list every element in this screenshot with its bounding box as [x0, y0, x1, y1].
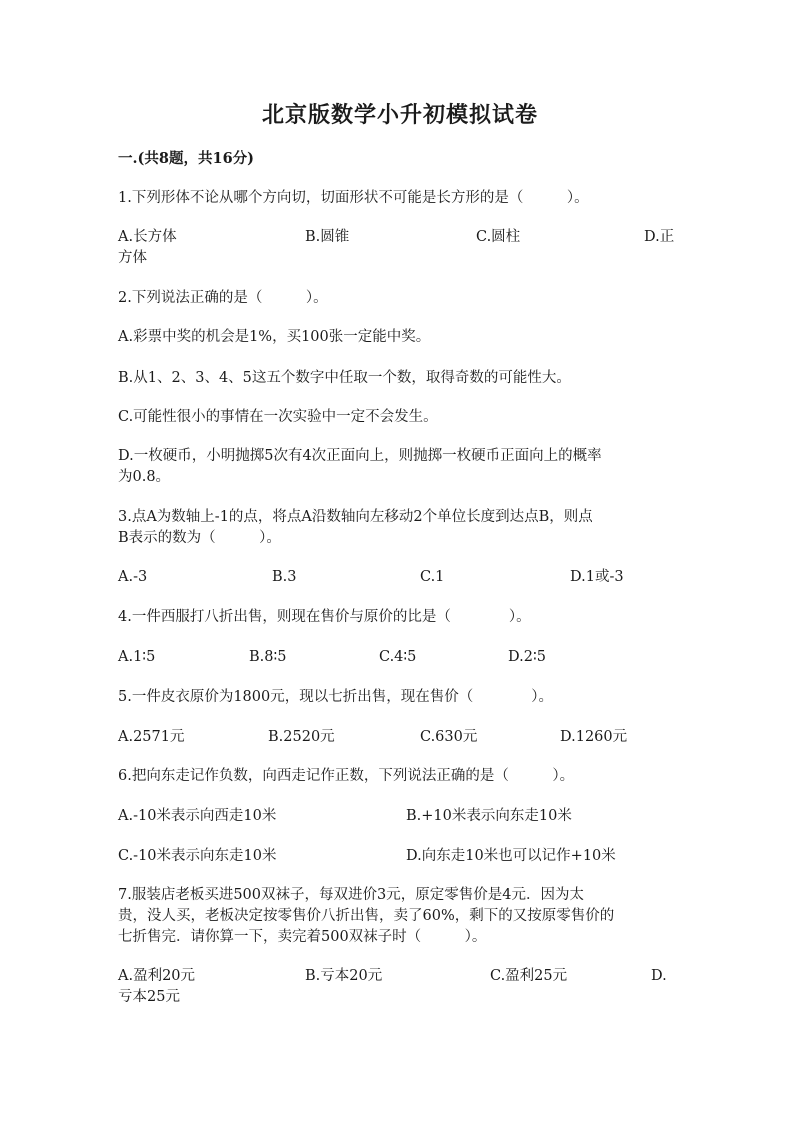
section-heading: 一.(共8题，共16分)	[118, 150, 255, 167]
question-3-stem-continued: B表示的数为（ ）。	[118, 530, 281, 546]
q6-option-d: D.向东走10米也可以记作+10米	[406, 848, 616, 864]
q5-option-b: B.2520元	[268, 729, 335, 745]
q4-option-c: C.4∶5	[379, 649, 417, 665]
q3-option-c: C.1	[420, 569, 445, 585]
q2-option-b: B.从1、2、3、4、5这五个数字中任取一个数，取得奇数的可能性大。	[118, 370, 571, 386]
question-6-stem: 6.把向东走记作负数，向西走记作正数，下列说法正确的是（ ）。	[118, 768, 575, 784]
q5-option-a: A.2571元	[118, 729, 185, 745]
q4-option-a: A.1∶5	[118, 649, 156, 665]
question-7-stem-line3: 七折售完．请你算一下，卖完着500双袜子时（ ）。	[118, 929, 487, 945]
q3-option-b: B.3	[272, 569, 297, 585]
q1-option-d: D.正	[644, 229, 675, 245]
q7-option-a: A.盈利20元	[118, 968, 196, 984]
q7-option-b: B.亏本20元	[305, 968, 383, 984]
q5-option-d: D.1260元	[560, 729, 628, 745]
q4-option-d: D.2∶5	[508, 649, 546, 665]
q2-option-c: C.可能性很小的事情在一次实验中一定不会发生。	[118, 409, 438, 425]
q6-option-c: C.-10米表示向东走10米	[118, 848, 277, 864]
q6-option-b: B.+10米表示向东走10米	[406, 808, 572, 824]
q7-option-d: D.	[651, 968, 667, 984]
question-2-stem: 2.下列说法正确的是（ ）。	[118, 290, 328, 306]
question-7-stem-line2: 贵，没人买，老板决定按零售价八折出售，卖了60%，剩下的又按原零售价的	[118, 908, 615, 924]
q2-option-d-continued: 为0.8。	[118, 469, 171, 485]
question-5-stem: 5.一件皮衣原价为1800元，现以七折出售，现在售价（ ）。	[118, 689, 553, 705]
q2-option-d: D.一枚硬币，小明抛掷5次有4次正面向上，则抛掷一枚硬币正面向上的概率	[118, 448, 602, 464]
q2-option-a: A.彩票中奖的机会是1%，买100张一定能中奖。	[118, 329, 431, 345]
question-7-stem: 7.服装店老板买进500双袜子，每双进价3元，原定零售价是4元．因为太	[118, 887, 584, 903]
question-1-stem: 1.下列形体不论从哪个方向切，切面形状不可能是长方形的是（ ）。	[118, 190, 589, 206]
question-3-stem: 3.点A为数轴上-1的点，将点A沿数轴向左移动2个单位长度到达点B，则点	[118, 509, 593, 525]
q1-option-a: A.长方体	[118, 229, 177, 245]
page-title: 北京版数学小升初模拟试卷	[261, 102, 538, 128]
q1-option-c: C.圆柱	[476, 229, 521, 245]
q3-option-a: A.-3	[118, 569, 148, 585]
q5-option-c: C.630元	[420, 729, 478, 745]
question-4-stem: 4.一件西服打八折出售，则现在售价与原价的比是（ ）。	[118, 609, 531, 625]
q3-option-d: D.1或-3	[570, 569, 624, 585]
q7-option-d-continued: 亏本25元	[118, 989, 180, 1005]
q4-option-b: B.8∶5	[249, 649, 287, 665]
q1-option-b: B.圆锥	[305, 229, 350, 245]
q6-option-a: A.-10米表示向西走10米	[118, 808, 277, 824]
q1-option-d-continued: 方体	[118, 250, 147, 266]
q7-option-c: C.盈利25元	[490, 968, 568, 984]
